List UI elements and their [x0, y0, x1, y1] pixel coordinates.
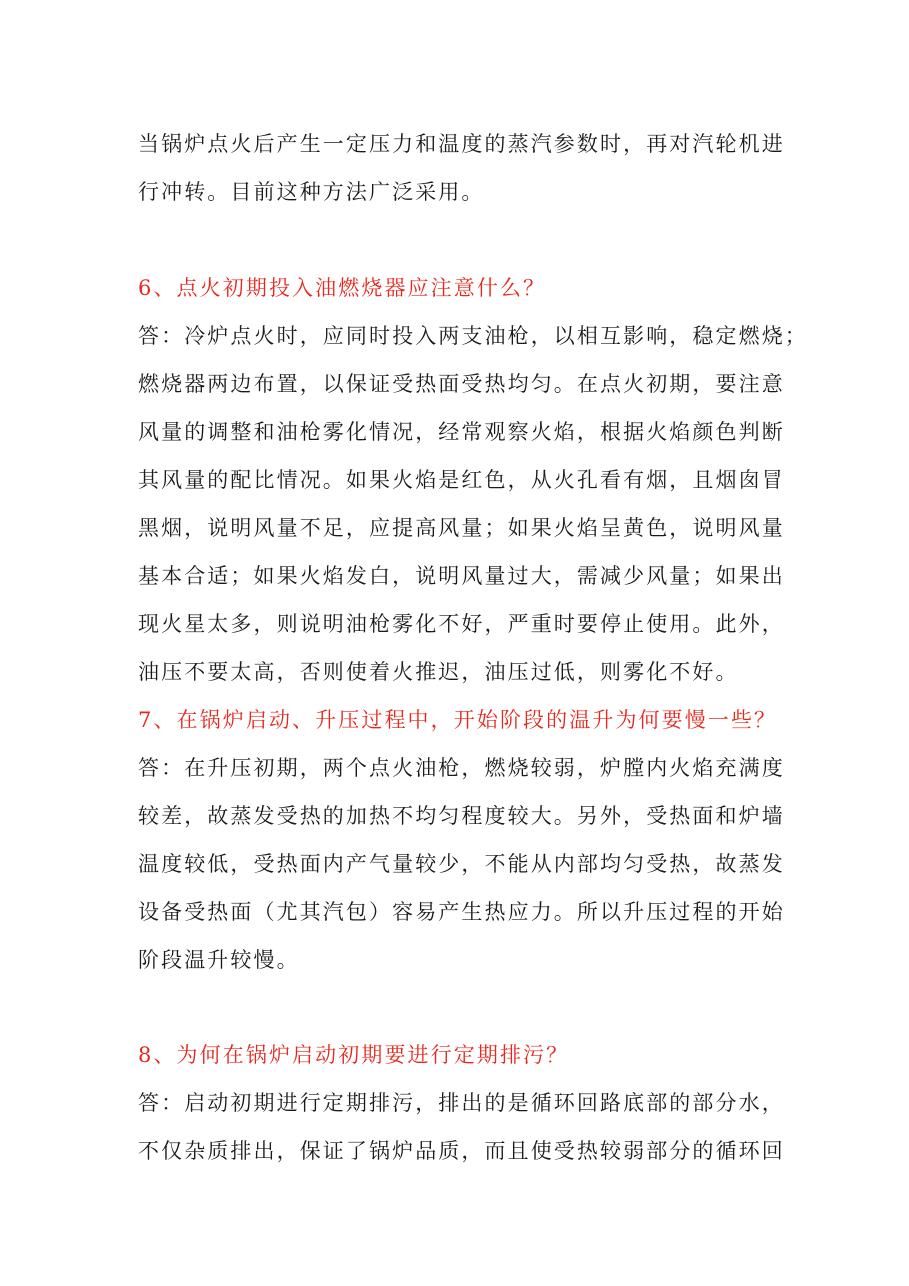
paragraph-line: 当锅炉点火后产生一定压力和温度的蒸汽参数时，再对汽轮机进 — [138, 132, 785, 156]
answer-line: 风量的调整和油枪雾化情况，经常观察火焰，根据火焰颜色判断 — [138, 420, 785, 444]
answer-line: 燃烧器两边布置，以保证受热面受热均匀。在点火初期，要注意 — [138, 372, 785, 396]
question-7-heading: 7、在锅炉启动、升压过程中，开始阶段的温升为何要慢一些？ — [138, 708, 778, 732]
answer-line: 答：冷炉点火时，应同时投入两支油枪，以相互影响，稳定燃烧； — [138, 324, 808, 348]
answer-line: 设备受热面（尤其汽包）容易产生热应力。所以升压过程的开始 — [138, 900, 785, 924]
answer-line: 阶段温升较慢。 — [138, 948, 300, 972]
answer-line: 答：在升压初期，两个点火油枪，燃烧较弱，炉膛内火焰充满度 — [138, 756, 785, 780]
answer-line: 不仅杂质排出，保证了锅炉品质，而且使受热较弱部分的循环回 — [138, 1139, 785, 1163]
answer-line: 油压不要太高，否则使着火推迟，油压过低，则雾化不好。 — [138, 660, 739, 684]
answer-line: 基本合适；如果火焰发白，说明风量过大，需减少风量；如果出 — [138, 564, 785, 588]
answer-line: 黑烟，说明风量不足，应提高风量；如果火焰呈黄色，说明风量 — [138, 516, 785, 540]
question-6-heading: 6、点火初期投入油燃烧器应注意什么？ — [138, 276, 547, 300]
answer-line: 现火星太多，则说明油枪雾化不好，严重时要停止使用。此外， — [138, 612, 785, 636]
answer-line: 其风量的配比情况。如果火焰是红色，从火孔看有烟，且烟囱冒 — [138, 468, 785, 492]
answer-line: 温度较低，受热面内产气量较少，不能从内部均匀受热，故蒸发 — [138, 852, 785, 876]
paragraph-line: 行冲转。目前这种方法广泛采用。 — [138, 180, 485, 204]
question-8-heading: 8、为何在锅炉启动初期要进行定期排污？ — [138, 1043, 570, 1067]
answer-line: 答：启动初期进行定期排污，排出的是循环回路底部的部分水， — [138, 1091, 785, 1115]
answer-line: 较差，故蒸发受热的加热不均匀程度较大。另外，受热面和炉墙 — [138, 804, 785, 828]
